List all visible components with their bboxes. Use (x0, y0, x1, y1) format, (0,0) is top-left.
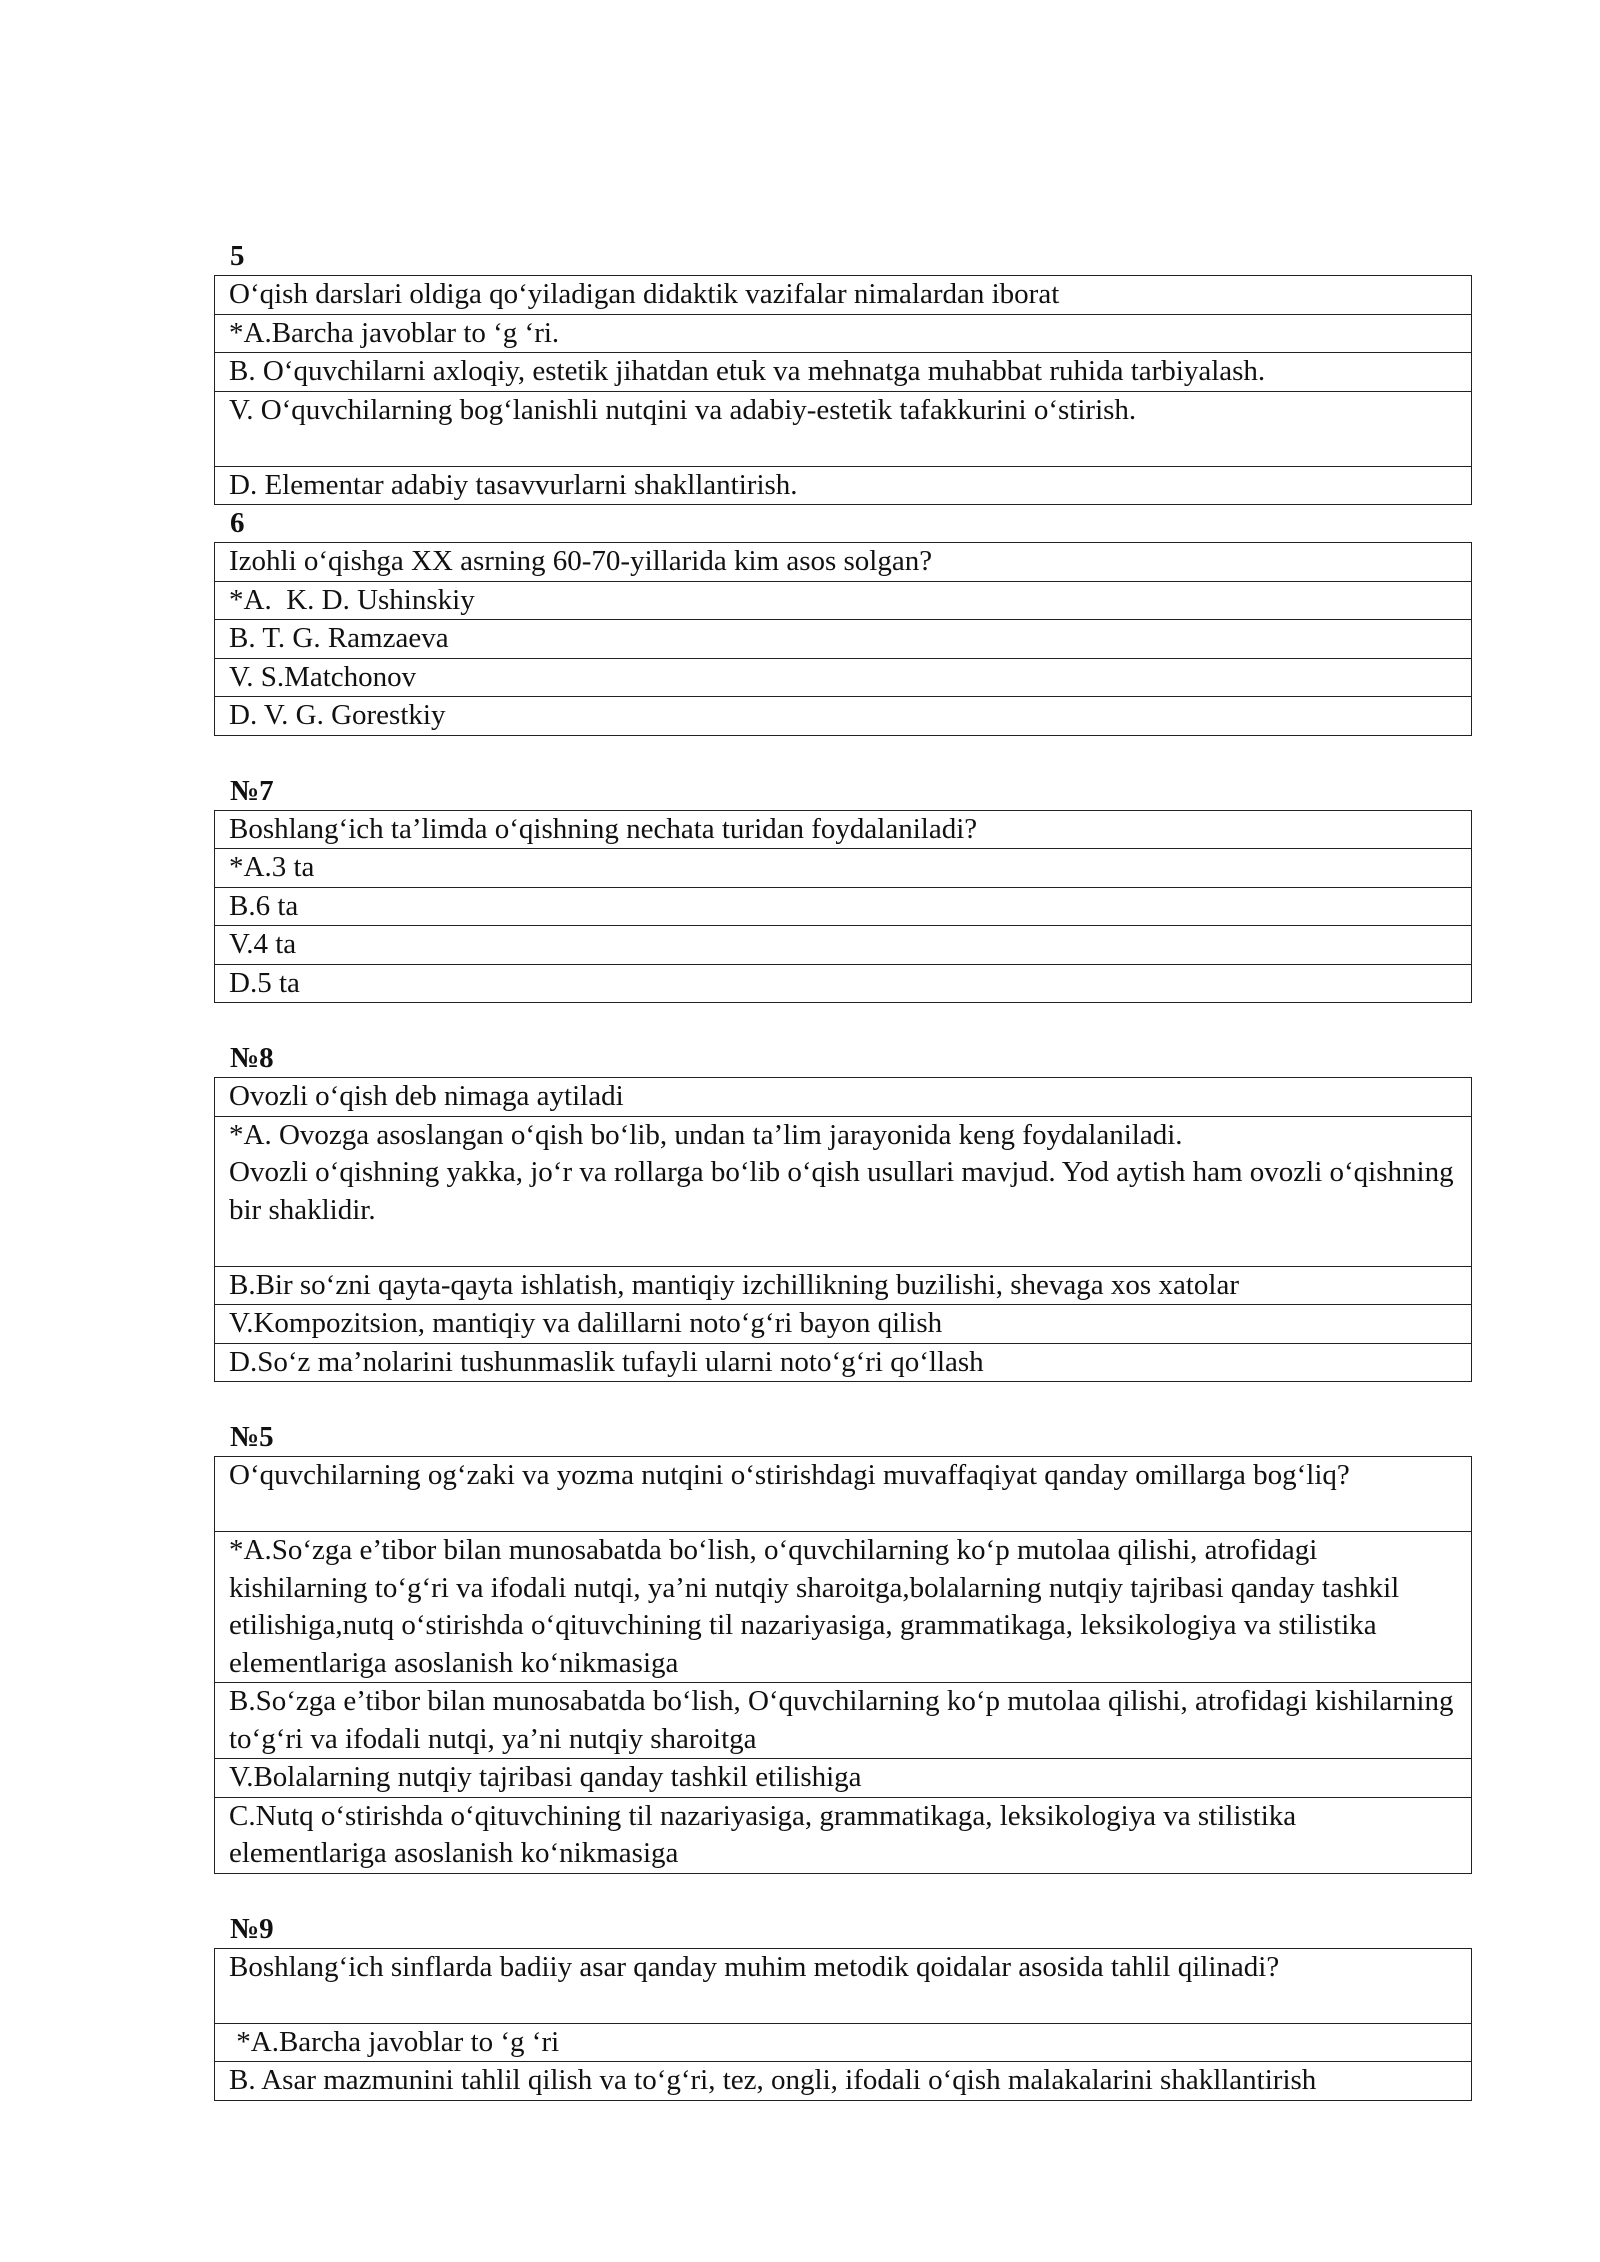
question-table (214, 1456, 1472, 1874)
question-number: 6 (230, 507, 245, 539)
question-number: №5 (230, 1421, 274, 1453)
answer-option: V.Bolalarning nutqiy tajribasi qanday tashkil etilishiga (215, 1759, 1472, 1798)
question-row (215, 276, 1472, 315)
question-text: Boshlang‘ich sinflarda badiiy asar qanday muhim metodik qoidalar asosida tahlil qilinadi? (215, 1948, 1472, 2023)
question-block (214, 238, 1472, 505)
question-text: Izohli o‘qishga XX asrning 60-70-yillarida kim asos solgan? (215, 543, 1472, 582)
question-table (214, 542, 1472, 736)
answer-row (215, 581, 1472, 620)
block-spacer (214, 736, 1472, 773)
answer-option: *A. Ovozga asoslangan o‘qish bo‘lib, undan ta’lim jarayonida keng foydalaniladi. Ovozli o‘qishning yakka, jo‘r va rollarga bo‘lib o‘qish usullari mavjud. Yod aytish ham ovozli o‘qishning bir shaklidir. (215, 1116, 1472, 1266)
answer-option: B.So‘zga e’tibor bilan munosabatda bo‘lish, O‘quvchilarning ko‘p mutolaa qilishi, atrofidagi kishilarning to‘g‘ri va ifodali nutqi, ya’ni nutqiy sharoitga (215, 1683, 1472, 1759)
answer-option: *A.3 ta (215, 849, 1472, 888)
answer-row (215, 466, 1472, 505)
question-block (214, 505, 1472, 773)
question-row (215, 543, 1472, 582)
answer-row (215, 658, 1472, 697)
answer-option: V.Kompozitsion, mantiqiy va dalillarni noto‘g‘ri bayon qilish (215, 1305, 1472, 1344)
question-table (214, 275, 1472, 505)
answer-option: *A.Barcha javoblar to ‘g ‘ri (215, 2023, 1472, 2062)
answer-row (215, 926, 1472, 965)
answer-option: B. Asar mazmunini tahlil qilish va to‘g‘ri, tez, ongli, ifodali o‘qish malakalarini shakllantirish (215, 2062, 1472, 2101)
question-table (214, 1077, 1472, 1382)
answer-row (215, 849, 1472, 888)
answer-row (215, 391, 1472, 466)
question-text: O‘qish darslari oldiga qo‘yiladigan didaktik vazifalar nimalardan iborat (215, 276, 1472, 315)
question-number: №8 (230, 1042, 274, 1074)
question-text: Ovozli o‘qish deb nimaga aytiladi (215, 1078, 1472, 1117)
question-row (215, 1948, 1472, 2023)
answer-row (215, 2062, 1472, 2101)
answer-row (215, 1797, 1472, 1873)
question-block (214, 1911, 1472, 2101)
answer-row (215, 1305, 1472, 1344)
question-text: Boshlang‘ich ta’limda o‘qishning nechata turidan foydalaniladi? (215, 810, 1472, 849)
question-block (214, 773, 1472, 1041)
block-spacer (214, 1382, 1472, 1419)
question-number: №7 (230, 774, 274, 807)
question-row (215, 1078, 1472, 1117)
question-row (215, 810, 1472, 849)
answer-row (215, 697, 1472, 736)
answer-option: D. V. G. Gorestkiy (215, 697, 1472, 736)
answer-row (215, 620, 1472, 659)
question-block (214, 1419, 1472, 1911)
answer-option: D.5 ta (215, 964, 1472, 1003)
block-spacer (214, 1874, 1472, 1911)
answer-option: C.Nutq o‘stirishda o‘qituvchining til nazariyasiga, grammatikaga, leksikologiya va stilistika elementlariga asoslanish ko‘nikmasiga (215, 1797, 1472, 1873)
question-text: O‘quvchilarning og‘zaki va yozma nutqini o‘stirishdagi muvaffaqiyat qanday omillarga bog‘liq? (215, 1457, 1472, 1532)
answer-option: V. S.Matchonov (215, 658, 1472, 697)
answer-option: B. T. G. Ramzaeva (215, 620, 1472, 659)
answer-row (215, 2023, 1472, 2062)
answer-option: D. Elementar adabiy tasavvurlarni shakllantirish. (215, 466, 1472, 505)
answer-row (215, 1759, 1472, 1798)
question-block (214, 1040, 1472, 1419)
answer-option: *A. K. D. Ushinskiy (215, 581, 1472, 620)
question-row (215, 1457, 1472, 1532)
answer-row (215, 1683, 1472, 1759)
question-number: №9 (230, 1912, 274, 1945)
answer-row (215, 353, 1472, 392)
document-page (214, 238, 1472, 2101)
answer-row (215, 314, 1472, 353)
answer-option: V.4 ta (215, 926, 1472, 965)
answer-row (215, 887, 1472, 926)
question-number: 5 (230, 240, 245, 272)
question-table (214, 810, 1472, 1004)
answer-row (215, 1116, 1472, 1266)
answer-option: V. O‘quvchilarning bog‘lanishli nutqini va adabiy-estetik tafakkurini o‘stirish. (215, 391, 1472, 466)
answer-row (215, 1266, 1472, 1305)
answer-option: D.So‘z ma’nolarini tushunmaslik tufayli ularni noto‘g‘ri qo‘llash (215, 1343, 1472, 1382)
answer-option: *A.Barcha javoblar to ‘g ‘ri. (215, 314, 1472, 353)
answer-row (215, 964, 1472, 1003)
answer-option: B.Bir so‘zni qayta-qayta ishlatish, mantiqiy izchillikning buzilishi, shevaga xos xatolar (215, 1266, 1472, 1305)
block-spacer (214, 1003, 1472, 1040)
answer-option: *A.So‘zga e’tibor bilan munosabatda bo‘lish, o‘quvchilarning ko‘p mutolaa qilishi, atrofidagi kishilarning to‘g‘ri va ifodali nutqi, ya’ni nutqiy sharoitga,bolalarning nutqiy tajribasi qanday tashkil etilishiga,nutq o‘stirishda o‘qituvchining til nazariyasiga, grammatikaga, leksikologiya va stilistika elementlariga asoslanish ko‘nikmasiga (215, 1532, 1472, 1683)
answer-row (215, 1343, 1472, 1382)
answer-row (215, 1532, 1472, 1683)
question-table (214, 1948, 1472, 2101)
answer-option: B. O‘quvchilarni axloqiy, estetik jihatdan etuk va mehnatga muhabbat ruhida tarbiyalash. (215, 353, 1472, 392)
answer-option: B.6 ta (215, 887, 1472, 926)
